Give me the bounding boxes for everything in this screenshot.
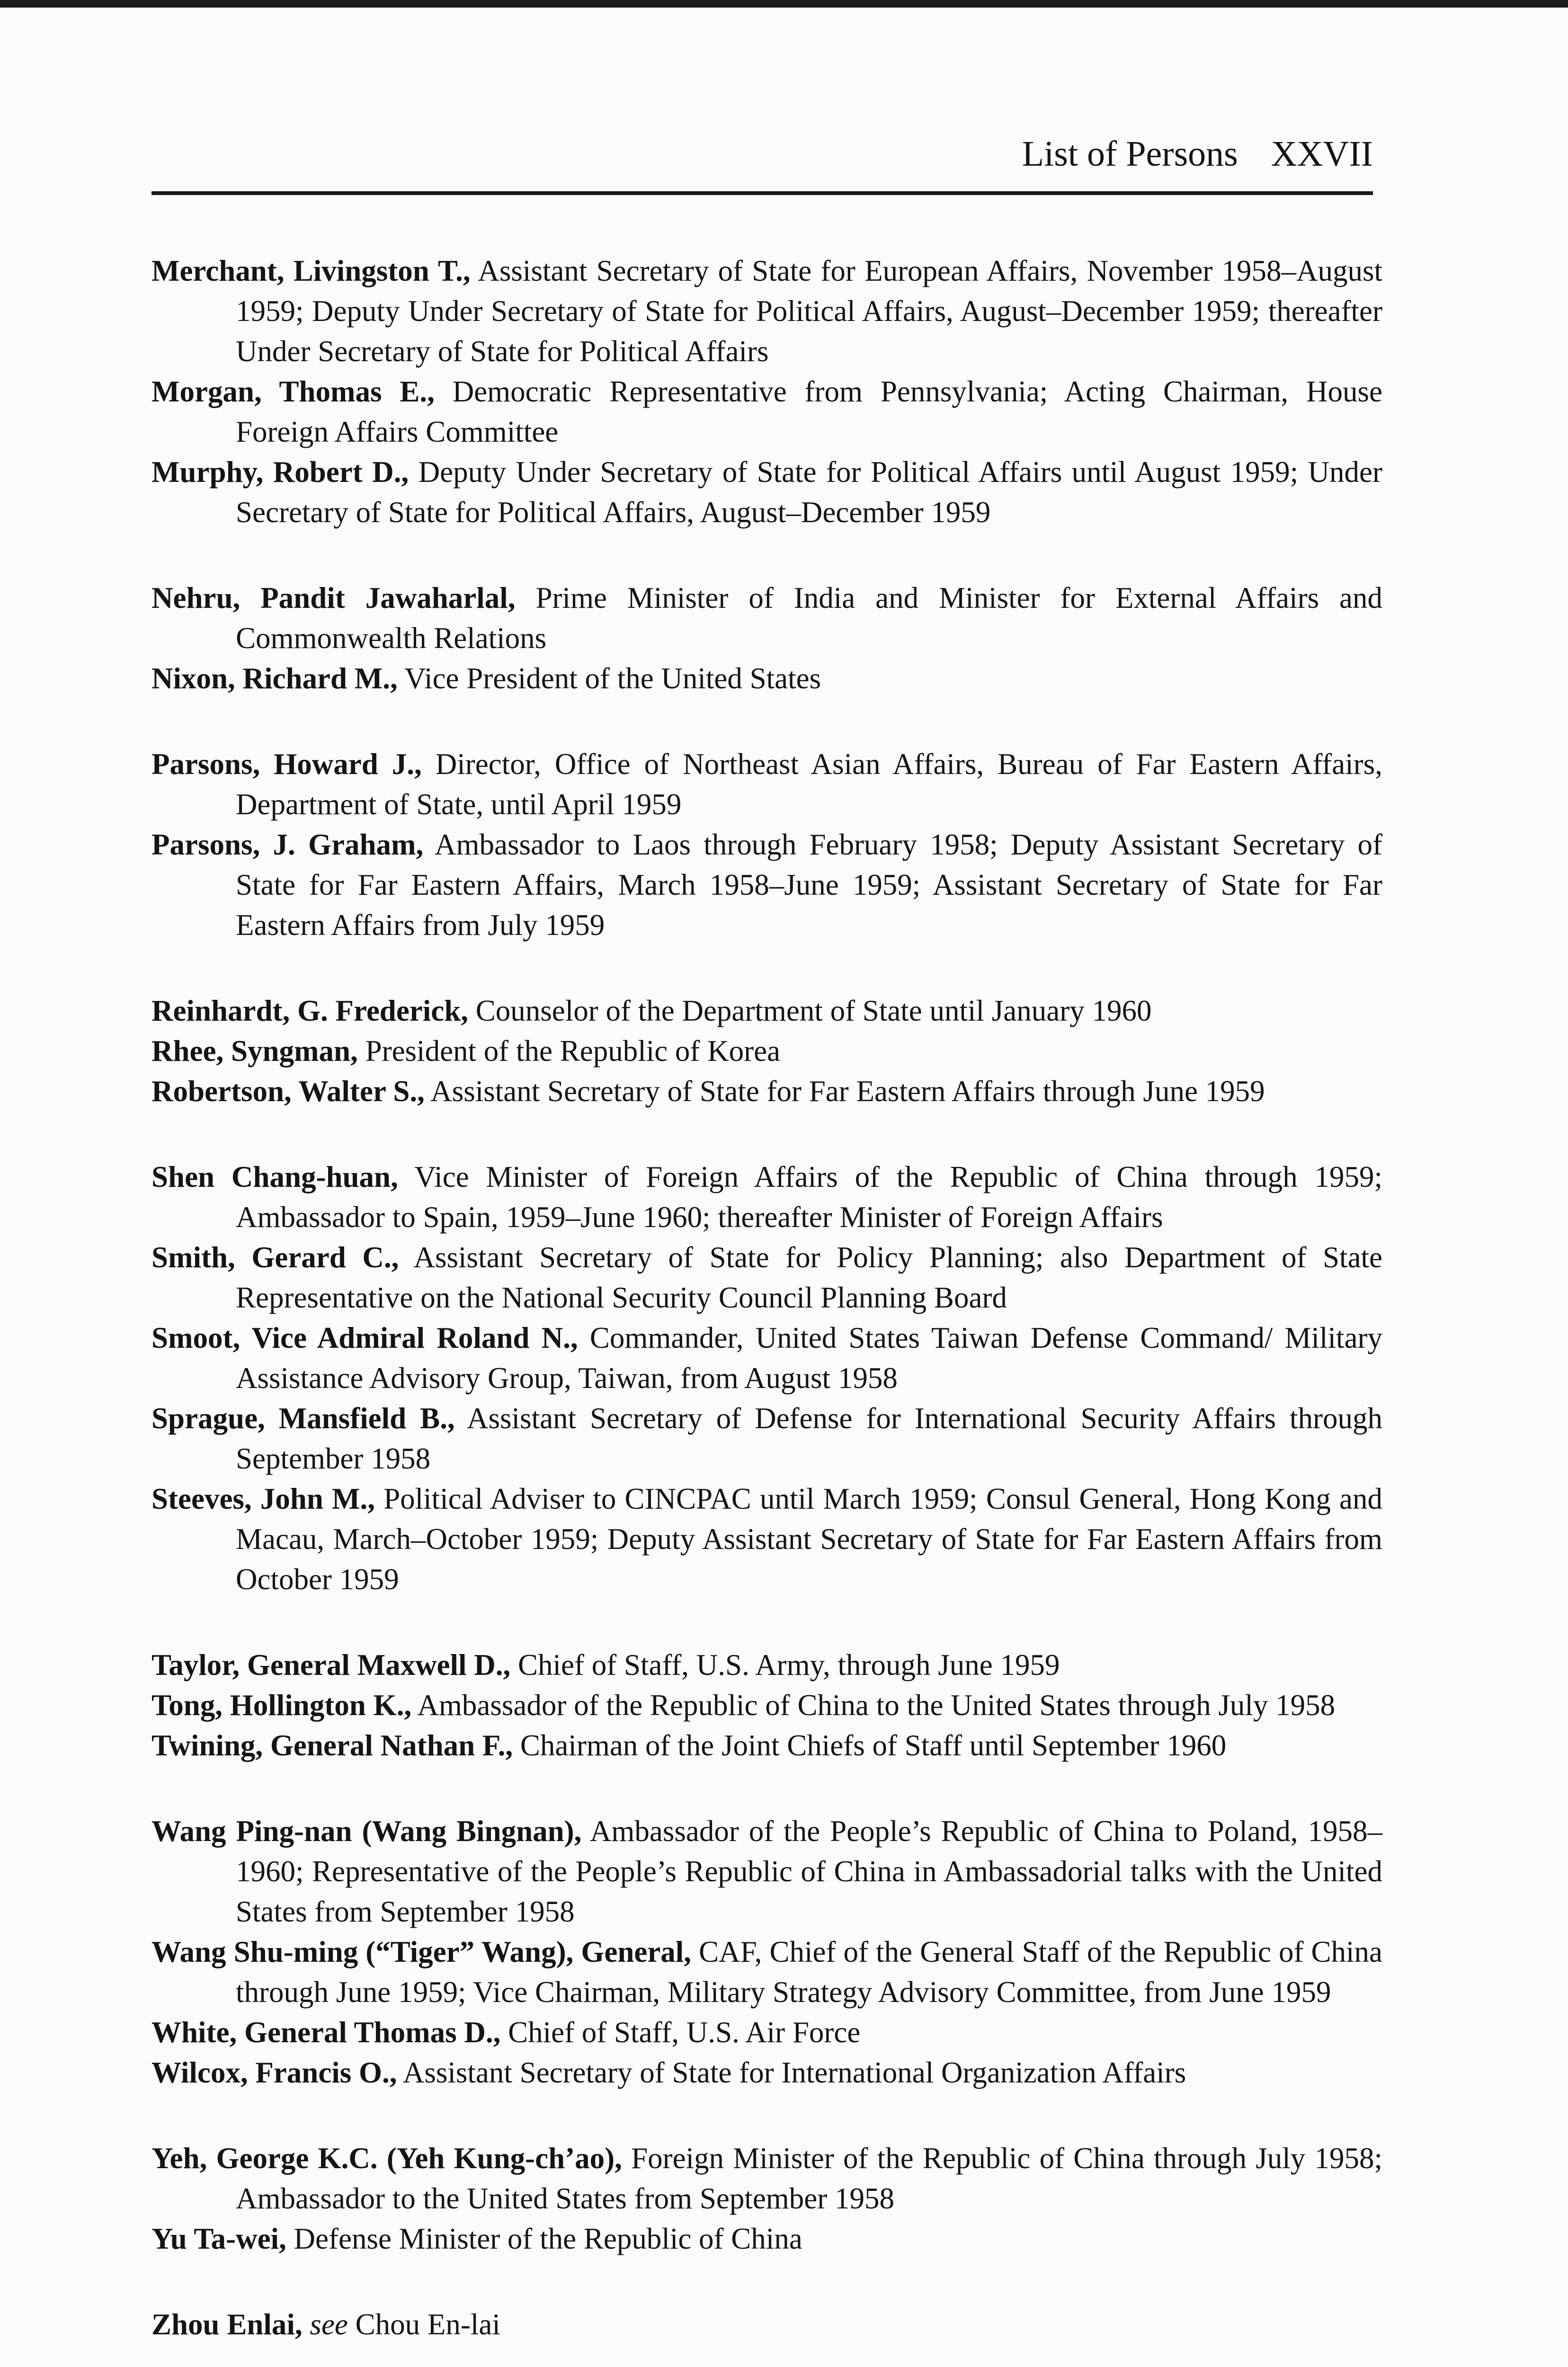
person-entry — [151, 1157, 1382, 1237]
person-description: Ambassador of the People’s Republic of China to Poland, 1958–1960; Representative of the People’s Republic of China in Ambassadorial talks with the United States from September 1958 — [236, 1815, 1382, 1928]
person-name: White, General Thomas D., — [151, 2016, 501, 2049]
person-name: Nixon, Richard M., — [151, 662, 398, 695]
person-entry — [151, 1685, 1382, 1726]
person-name: Sprague, Mansfield B., — [151, 1402, 455, 1435]
person-description: Chou En-lai — [355, 2308, 500, 2341]
letter-group — [151, 1157, 1382, 1600]
person-description: Vice Minister of Foreign Affairs of the Republic of China through 1959; Ambassador to Spain, 1959–June 1960; thereafter Minister of Foreign Affairs — [236, 1160, 1382, 1234]
page-number: XXVII — [1271, 134, 1373, 174]
running-title: List of Persons — [1022, 134, 1238, 174]
person-name: Shen Chang-huan, — [151, 1160, 398, 1193]
person-name: Wang Ping-nan (Wang Bingnan), — [151, 1815, 582, 1848]
person-name: Taylor, General Maxwell D., — [151, 1648, 511, 1682]
person-entry — [151, 1479, 1382, 1600]
person-description: Deputy Under Secretary of State for Political Affairs until August 1959; Under Secretary of State for Political Affairs, August–December 1959 — [236, 455, 1383, 529]
person-name: Murphy, Robert D., — [151, 455, 409, 489]
person-description: Prime Minister of India and Minister for External Affairs and Commonwealth Relations — [236, 581, 1383, 655]
person-name: Yeh, George K.C. (Yeh Kung-ch’ao), — [151, 2142, 622, 2175]
person-entry — [151, 1726, 1382, 1766]
person-entry — [151, 1071, 1382, 1112]
letter-group — [151, 744, 1382, 945]
person-description: President of the Republic of Korea — [365, 1034, 781, 1068]
person-entry — [151, 658, 1382, 699]
person-name: Reinhardt, G. Frederick, — [151, 994, 469, 1027]
person-entry — [151, 1237, 1382, 1318]
letter-group — [151, 1645, 1382, 1766]
person-description: Vice President of the United States — [404, 662, 821, 695]
person-entry — [151, 251, 1382, 372]
person-description: Foreign Minister of the Republic of China through July 1958; Ambassador to the United States from September 1958 — [236, 2142, 1382, 2215]
person-entry — [151, 2219, 1382, 2259]
person-description: Defense Minister of the Republic of China — [294, 2222, 802, 2255]
person-entry — [151, 2305, 1382, 2345]
person-description: Chief of Staff, U.S. Army, through June 1959 — [518, 1648, 1060, 1682]
person-description: Democratic Representative from Pennsylvania; Acting Chairman, House Foreign Affairs Committee — [236, 375, 1382, 448]
person-name: Zhou Enlai, — [151, 2308, 303, 2341]
person-entry — [151, 825, 1382, 945]
person-description: Chairman of the Joint Chiefs of Staff until September 1960 — [520, 1729, 1227, 1762]
person-name: Morgan, Thomas E., — [151, 375, 435, 408]
person-name: Steeves, John M., — [151, 1482, 375, 1515]
person-name: Parsons, Howard J., — [151, 747, 422, 781]
person-description: Director, Office of Northeast Asian Affairs, Bureau of Far Eastern Affairs, Department of State, until April 1959 — [236, 747, 1382, 821]
person-name: Nehru, Pandit Jawaharlal, — [151, 581, 516, 614]
person-name: Merchant, Livingston T., — [151, 254, 471, 287]
person-name: Tong, Hollington K., — [151, 1689, 412, 1722]
letter-group — [151, 2305, 1382, 2345]
letter-group — [151, 2138, 1382, 2259]
person-entry — [151, 2053, 1382, 2093]
person-name: Robertson, Walter S., — [151, 1075, 425, 1108]
person-description: Counselor of the Department of State until January 1960 — [475, 994, 1152, 1027]
persons-list — [151, 251, 1382, 2367]
person-entry — [151, 372, 1382, 452]
person-entry — [151, 1645, 1382, 1685]
person-description: Chief of Staff, U.S. Air Force — [508, 2016, 861, 2049]
person-description: Political Adviser to CINCPAC until March 1959; Consul General, Hong Kong and Macau, March–October 1959; Deputy Assistant Secretary of State for Far Eastern Affairs from October 1959 — [236, 1482, 1382, 1596]
person-description: Assistant Secretary of State for Policy Planning; also Department of State Representative on the National Security Council Planning Board — [236, 1241, 1382, 1314]
person-entry — [151, 1398, 1382, 1479]
person-entry — [151, 744, 1382, 825]
person-name: Wilcox, Francis O., — [151, 2056, 397, 2089]
person-entry — [151, 1318, 1382, 1398]
letter-group — [151, 578, 1382, 699]
person-description: Assistant Secretary of State for International Organization Affairs — [402, 2056, 1186, 2089]
person-entry — [151, 1811, 1382, 1932]
person-name: Smith, Gerard C., — [151, 1241, 399, 1274]
person-description: Commander, United States Taiwan Defense Command/ Military Assistance Advisory Group, Taiwan, from August 1958 — [236, 1321, 1383, 1395]
person-description: Ambassador to Laos through February 1958; Deputy Assistant Secretary of State for Far Eastern Affairs, March 1958–June 1959; Assistant Secretary of State for Far Eastern Affairs from July 1959 — [236, 828, 1382, 942]
person-name: Wang Shu-ming (“Tiger” Wang), General, — [151, 1935, 692, 1968]
person-entry — [151, 2012, 1382, 2053]
letter-group — [151, 991, 1382, 1112]
person-description: CAF, Chief of the General Staff of the Republic of China through June 1959; Vice Chairman, Military Strategy Advisory Committee, from June 1959 — [236, 1935, 1383, 2009]
person-description: Ambassador of the Republic of China to the United States through July 1958 — [417, 1689, 1336, 1722]
page-header — [151, 128, 1373, 180]
person-description: Assistant Secretary of State for Far Eastern Affairs through June 1959 — [430, 1075, 1265, 1108]
person-name: Twining, General Nathan F., — [151, 1729, 513, 1762]
person-name: Parsons, J. Graham, — [151, 828, 424, 861]
letter-group — [151, 251, 1382, 533]
person-entry — [151, 1031, 1382, 1071]
letter-group — [151, 1811, 1382, 2093]
person-entry — [151, 2138, 1382, 2219]
person-name: Smoot, Vice Admiral Roland N., — [151, 1321, 578, 1354]
person-entry — [151, 578, 1382, 658]
header-rule — [151, 191, 1373, 195]
person-description: Assistant Secretary of Defense for International Security Affairs through September 1958 — [236, 1402, 1382, 1475]
person-name: Yu Ta-wei, — [151, 2222, 286, 2255]
scan-top-edge — [0, 0, 1568, 8]
person-entry — [151, 452, 1382, 533]
person-entry — [151, 1932, 1382, 2012]
see-reference: see — [310, 2308, 348, 2341]
person-entry — [151, 991, 1382, 1031]
person-name: Rhee, Syngman, — [151, 1034, 358, 1068]
person-description: Assistant Secretary of State for European Affairs, November 1958–August 1959; Deputy Under Secretary of State for Political Affairs, August–December 1959; thereafter Under Secretary of State for Political Affairs — [236, 254, 1383, 368]
